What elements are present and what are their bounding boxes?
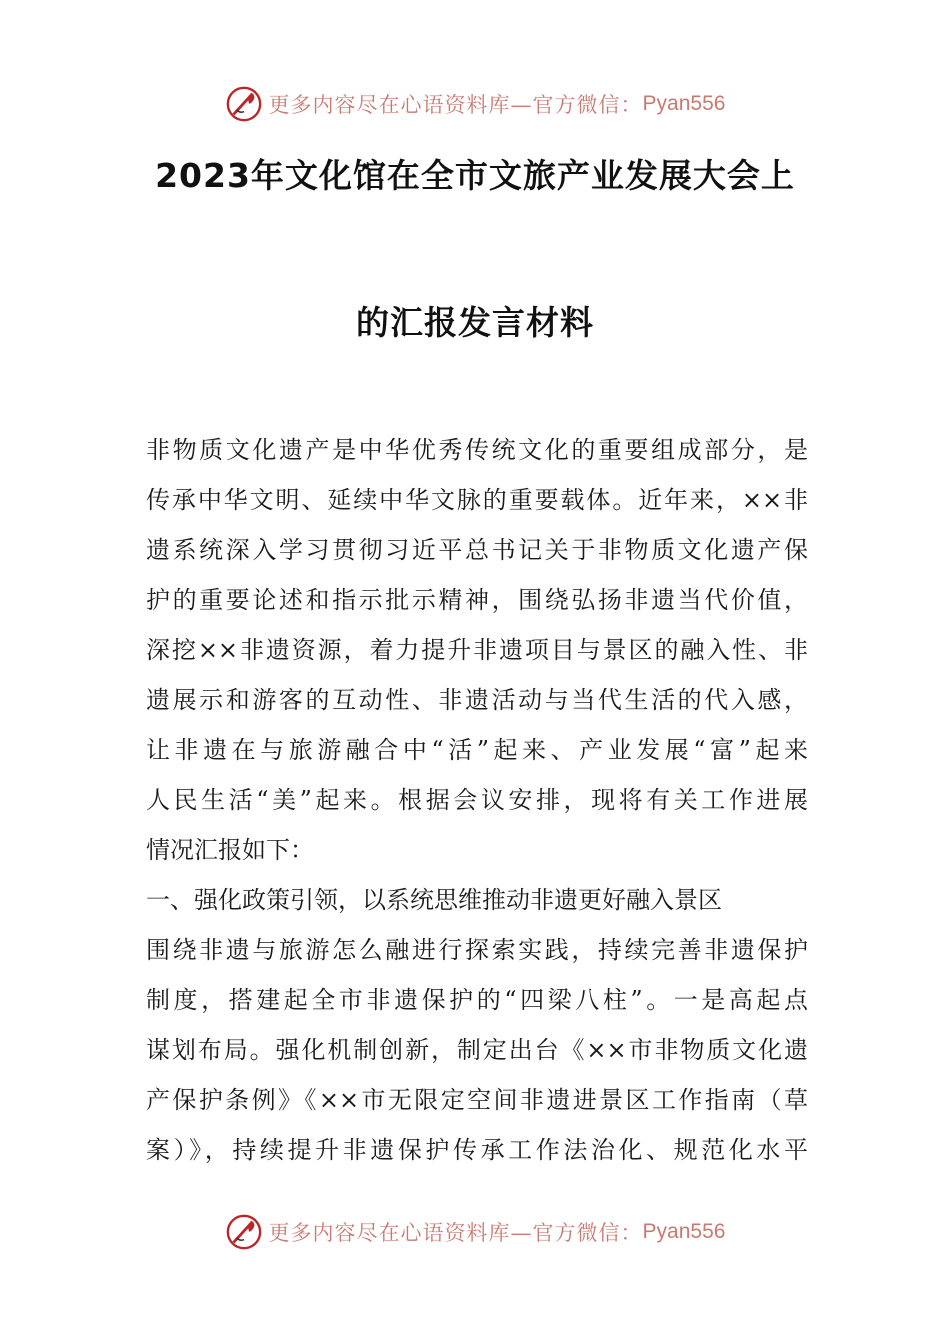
body-line: 遗展示和游客的互动性、非遗活动与当代生活的代入感， bbox=[146, 686, 808, 714]
document-title-line-2: 的汇报发言材料 bbox=[356, 303, 594, 342]
banner-text: 更多内容尽在心语资料库—官方微信： bbox=[268, 93, 643, 117]
document-title-line-1: 2023年文化馆在全市文旅产业发展大会上 bbox=[155, 156, 795, 195]
section-heading: 一、强化政策引领，以系统思维推动非遗更好融入景区 bbox=[146, 886, 722, 914]
body-line: 传承中华文明、延续中华文脉的重要载体。近年来，××非 bbox=[146, 486, 808, 514]
body-line: 遗系统深入学习贯彻习近平总书记关于非物质文化遗产保 bbox=[146, 536, 808, 564]
banner-text: 更多内容尽在心语资料库—官方微信： bbox=[268, 1221, 643, 1245]
footer-banner bbox=[0, 1210, 950, 1254]
banner-wechat-id: Pyan556 bbox=[642, 92, 726, 115]
body-line: 案）》，持续提升非遗保护传承工作法治化、规范化水平 bbox=[146, 1136, 808, 1164]
banner-wechat-id: Pyan556 bbox=[642, 1220, 726, 1243]
body-line: 围绕非遗与旅游怎么融进行探索实践，持续完善非遗保护 bbox=[146, 936, 808, 964]
body-line: 情况汇报如下： bbox=[146, 836, 314, 864]
quill-pen-logo-icon bbox=[225, 85, 263, 123]
body-line: 制度，搭建起全市非遗保护的“四梁八柱”。一是高起点 bbox=[146, 986, 808, 1014]
body-text bbox=[146, 425, 808, 1175]
body-line: 护的重要论述和指示批示精神，围绕弘扬非遗当代价值， bbox=[146, 586, 808, 614]
header-banner bbox=[0, 82, 950, 126]
body-line: 人民生活“美”起来。根据会议安排，现将有关工作进展 bbox=[146, 786, 808, 814]
quill-pen-logo-icon bbox=[225, 1213, 263, 1251]
body-line: 非物质文化遗产是中华优秀传统文化的重要组成部分，是 bbox=[146, 436, 808, 464]
body-line: 谋划布局。强化机制创新，制定出台《××市非物质文化遗 bbox=[146, 1036, 808, 1064]
body-line: 产保护条例》《××市无限定空间非遗进景区工作指南（草 bbox=[146, 1086, 808, 1114]
body-line: 深挖××非遗资源，着力提升非遗项目与景区的融入性、非 bbox=[146, 636, 808, 664]
body-line: 让非遗在与旅游融合中“活”起来、产业发展“富”起来 bbox=[146, 736, 808, 764]
